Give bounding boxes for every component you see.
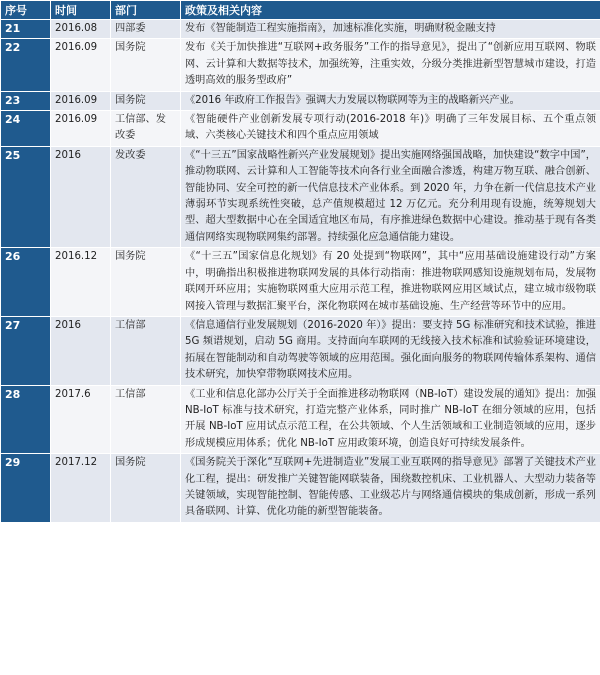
cell-time: 2016: [51, 316, 111, 385]
table-row: [1, 39, 600, 91]
cell-dept: 四部委: [111, 20, 181, 39]
table-row: [1, 385, 600, 454]
cell-dept: 国务院: [111, 248, 181, 317]
cell-content: 《“十三五”国家战略性新兴产业发展规划》提出实施网络强国战略，加快建设“数字中国”，推动物联网、云计算和人工智能等技术向各行业全面融合渗透，构建万物互联、融合创新、智能协同、安全可控的新一代信息技术产业体系。到 2020 年，力争在新一代信息技术产业薄弱环节实现系统性突破，总产值规模超过 12 万亿元。充分利用现有设施，统筹规划大型、超大型数据中心在全国适宜地区布局，有序推进绿色数据中心建设。推动基于现有各类通信网络实现物联网集约部署。持续强化应急通信能力建设。: [181, 146, 600, 247]
cell-time: 2017.12: [51, 454, 111, 523]
cell-dept: 工信部: [111, 385, 181, 454]
header-seq: 序号: [1, 1, 51, 20]
header-content: 政策及相关内容: [181, 1, 600, 20]
table-row: [1, 146, 600, 247]
table-row: [1, 20, 600, 39]
cell-time: 2016: [51, 146, 111, 247]
cell-dept: 工信部、发改委: [111, 111, 181, 147]
cell-time: 2017.6: [51, 385, 111, 454]
table-row: [1, 111, 600, 147]
cell-time: 2016.12: [51, 248, 111, 317]
cell-time: 2016.08: [51, 20, 111, 39]
cell-content: 发布《关于加快推进“互联网+政务服务”工作的指导意见》，提出了“创新应用互联网、物联网、云计算和大数据等技术，加强统筹，注重实效，分级分类推进新型智慧城市建设，打造透明高效的服务型政府”: [181, 39, 600, 91]
cell-content: 《2016 年政府工作报告》强调大力发展以物联网等为主的战略新兴产业。: [181, 91, 600, 110]
table-row: [1, 91, 600, 110]
cell-dept: 发改委: [111, 146, 181, 247]
cell-content: 《信息通信行业发展规划（2016-2020 年）》提出：要支持 5G 标准研究和技术试验，推进 5G 频谱规划，启动 5G 商用。支持面向车联网的无线接入技术标准和试验验证环境建设，拓展在智能制动和自动驾驶等领域的应用范围。强化面向服务的物联网传输体系架构、通信技术研究，加快窄带物联网技术应用。: [181, 316, 600, 385]
cell-seq: 28: [1, 385, 51, 454]
header-time: 时间: [51, 1, 111, 20]
cell-content: 《智能硬件产业创新发展专项行动(2016-2018 年)》明确了三年发展目标、五个重点领域、六类核心关键技术和四个重点应用领域: [181, 111, 600, 147]
cell-dept: 国务院: [111, 91, 181, 110]
cell-seq: 21: [1, 20, 51, 39]
table-row: [1, 248, 600, 317]
cell-content: 《国务院关于深化“互联网+先进制造业”发展工业互联网的指导意见》部署了关键技术产业化工程，提出：研发推广关键智能网联装备，围绕数控机床、工业机器人、大型动力装备等关键领域，实现智能控制、智能传感、工业级芯片与网络通信模块的集成创新，形成一系列具备联网、计算、优化功能的新型智能装备。: [181, 454, 600, 523]
table-row: [1, 316, 600, 385]
cell-seq: 25: [1, 146, 51, 247]
cell-seq: 26: [1, 248, 51, 317]
cell-seq: 24: [1, 111, 51, 147]
cell-content: 《工业和信息化部办公厅关于全面推进移动物联网（NB-IoT）建设发展的通知》提出：加强 NB-IoT 标准与技术研究，打造完整产业体系，同时推广 NB-IoT 在细分领域的应用，包括开展 NB-IoT 应用试点示范工程，在公共领域、个人生活领域和工业制造领域的应用，逐步形成规模应用体系；优化 NB-IoT 应用政策环境，创造良好可持续发展条件。: [181, 385, 600, 454]
cell-time: 2016.09: [51, 111, 111, 147]
cell-content: 发布《智能制造工程实施指南》，加速标准化实施，明确财税金融支持: [181, 20, 600, 39]
cell-seq: 29: [1, 454, 51, 523]
cell-time: 2016.09: [51, 91, 111, 110]
cell-seq: 22: [1, 39, 51, 91]
cell-seq: 27: [1, 316, 51, 385]
cell-time: 2016.09: [51, 39, 111, 91]
table-row: [1, 454, 600, 523]
cell-dept: 国务院: [111, 39, 181, 91]
cell-seq: 23: [1, 91, 51, 110]
cell-content: 《“十三五”国家信息化规划》有 20 处提到“物联网”，其中“应用基础设施建设行动”方案中，明确指出积极推进物联网发展的具体行动指南：推进物联网感知设施规划布局，发展物联网开环应用；实施物联网重大应用示范工程，推进物联网应用区域试点，建立城市级物联网接入管理与数据汇聚平台，深化物联网在城市基础设施、生产经营等环节中的应用。: [181, 248, 600, 317]
cell-dept: 工信部: [111, 316, 181, 385]
cell-dept: 国务院: [111, 454, 181, 523]
table-header-row: [1, 1, 600, 20]
header-dept: 部门: [111, 1, 181, 20]
